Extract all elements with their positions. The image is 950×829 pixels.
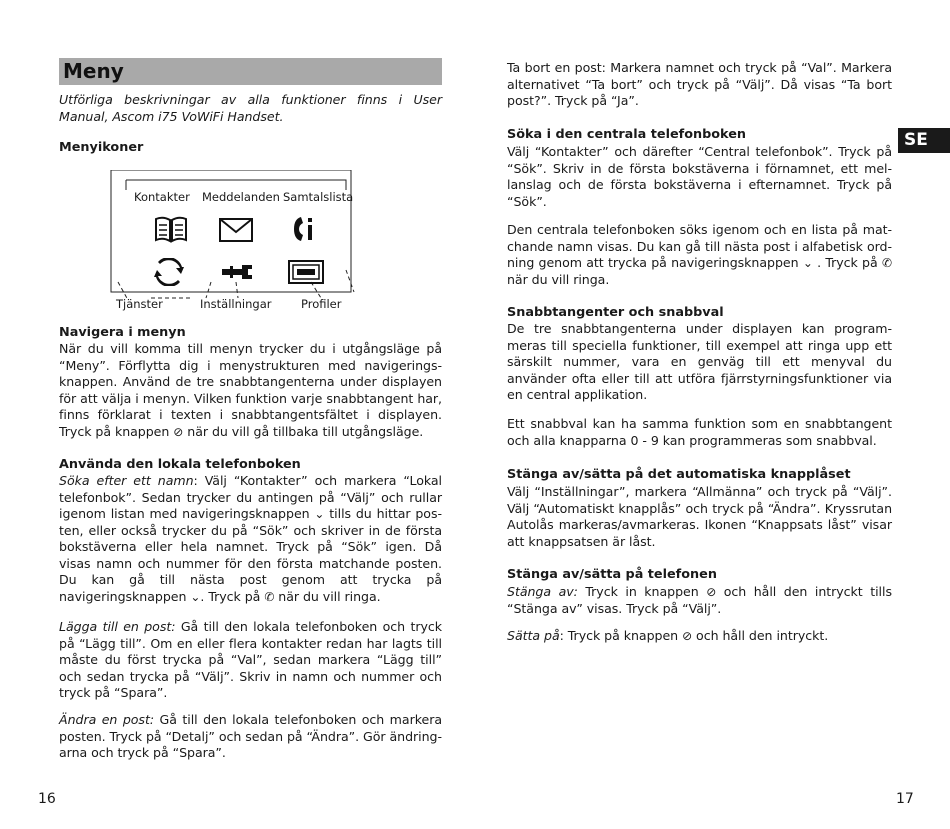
nav-paragraph: När du vill komma till menyn trycker du i utgångsläge på “Meny”. Förflytta dig i menystrukturen med navigerings-knappen. Använd de tre snabbtangenterna under displayen för att välja i menyn. Vilken funktion varje snabbtangent har, finns förklarat i texten i snabbtangentsfältet i displayen. Tryck på knappen ⊘ när du vill gå tillbaka till utgångsläge. [59, 341, 442, 439]
figure-label-meddelanden: Meddelanden [202, 190, 280, 204]
intro-text: Utförliga beskrivningar av alla funktioner finns i User Manual, Ascom i75 VoWiFi Handset. [59, 92, 442, 124]
contacts-book-icon [154, 215, 188, 243]
menu-icons-heading: Menyikoner [59, 140, 144, 155]
section-title: Meny [63, 59, 124, 83]
figure-label-tjanster: Tjänster [116, 297, 163, 311]
keylock-heading: Stänga av/sätta på det automatiska knapplåset [507, 467, 851, 482]
figure-label-kontakter: Kontakter [134, 190, 190, 204]
local-phonebook-heading: Använda den lokala telefonboken [59, 457, 301, 472]
add-entry-paragraph: Lägga till en post: Gå till den lokala telefonboken och tryck på “Lägg till”. Om en eller flera kontakter redan har lagts till måste du först trycka på “Val”, sedan markera “Lägg till” och sedan trycka på “Välj”. Skriv in namn och nummer och tryck på “Spara”. [59, 619, 442, 700]
services-icon [154, 258, 184, 286]
keylock-paragraph: Välj “Inställningar”, markera “Allmänna” och tryck på “Välj”. Välj “Automatiskt knapplås” och tryck på “Ändra”. Kryssrutan Autolås markeras/avmarkeras. Ikonen “Knappsats låst” visar att knappsatsen är låst. [507, 484, 892, 549]
nav-down-icon: ⌄ [314, 507, 325, 521]
speed-keys-paragraph: De tre snabbtangenterna under displayen kan program-meras till speciella funktioner, till exempel att ringa upp ett särskilt nummer, vara en genväg till ett menyval du använder ofta eller till att utföra fjärrstyrningsfunktioner via en central applikation. [507, 321, 892, 402]
end-key-icon: ⊘ [682, 629, 693, 643]
central-list-paragraph: Den centrala telefonboken söks igenom och en lista på mat-chande namn visas. Du kan gå till nästa post i alfabetisk ord-ning genom att trycka på navigeringsknappen ⌄ . Tryck på ✆ när du vill ringa. [507, 222, 892, 287]
call-key-icon: ✆ [881, 256, 892, 270]
speed-keys-heading: Snabbtangenter och snabbval [507, 305, 724, 320]
settings-wrench-icon [220, 263, 256, 281]
language-tab-label: SE [904, 130, 928, 150]
central-phonebook-heading: Söka i den centrala telefonboken [507, 127, 747, 142]
nav-down-icon: ⌄ [190, 589, 201, 604]
profiles-icon [287, 258, 325, 286]
speed-dial-paragraph: Ett snabbval kan ha samma funktion som en snabbtangent och alla knapparna 0 - 9 kan programmeras som snabbval. [507, 416, 892, 448]
section-banner [59, 58, 442, 85]
delete-entry-paragraph: Ta bort en post: Markera namnet och tryck på “Val”. Markera alternativet “Ta bort” och tryck på “Välj”. Då visas “Ta bort post?”. Tryck på “Ja”. [507, 60, 892, 108]
search-lead: Söka efter ett namn [59, 473, 194, 488]
central-search-paragraph: Välj “Kontakter” och därefter “Central telefonbok”. Tryck på “Sök”. Skriv in de första bokstäverna i förnamnet, ett mel-lanslag och de första bokstäverna i efternamnet. Tryck på “Sök”. [507, 144, 892, 209]
figure-label-profiler: Profiler [301, 297, 342, 311]
end-key-icon: ⊘ [173, 424, 184, 439]
figure-label-samtalslista: Samtalslista [283, 190, 354, 204]
nav-heading: Navigera i menyn [59, 325, 186, 340]
nav-down-icon: ⌄ [802, 256, 813, 270]
language-tab [898, 128, 950, 153]
power-on-paragraph: Sätta på: Tryck på knappen ⊘ och håll den intryckt. [507, 628, 829, 643]
figure-label-installningar: Inställningar [200, 297, 272, 311]
envelope-icon [218, 217, 254, 243]
edit-entry-paragraph: Ändra en post: Gå till den lokala telefonboken och markera posten. Tryck på “Detalj” och sedan på “Ändra”. Gör ändring-arna och tryck på “Spara”. [59, 712, 442, 760]
page-number-right: 17 [896, 791, 914, 807]
phone-power-heading: Stänga av/sätta på telefonen [507, 567, 717, 582]
call-list-icon [292, 215, 318, 243]
page-number-left: 16 [38, 791, 56, 807]
menu-icons-figure [106, 170, 366, 315]
call-key-icon: ✆ [264, 589, 275, 604]
search-paragraph: Söka efter ett namn: Välj “Kontakter” och markera “Lokal telefonbok”. Sedan trycker du antingen på “Välj” och rullar igenom listan med navigeringsknappen ⌄ tills du hittar pos-ten, eller också trycker du på “Sök” och skriver in de första bokstäverna eller hela namnet. Tryck på “Sök” igen. Då visas namn och nummer för den första matchande posten. Du kan gå till nästa post genom att trycka på navigeringsknappen ⌄. Tryck på ✆ när du vill ringa. [59, 473, 442, 604]
power-off-paragraph: Stänga av: Tryck in knappen ⊘ och håll den intryckt tills “Stänga av” visas. Tryck på “Välj”. [507, 584, 892, 616]
end-key-icon: ⊘ [706, 585, 717, 599]
